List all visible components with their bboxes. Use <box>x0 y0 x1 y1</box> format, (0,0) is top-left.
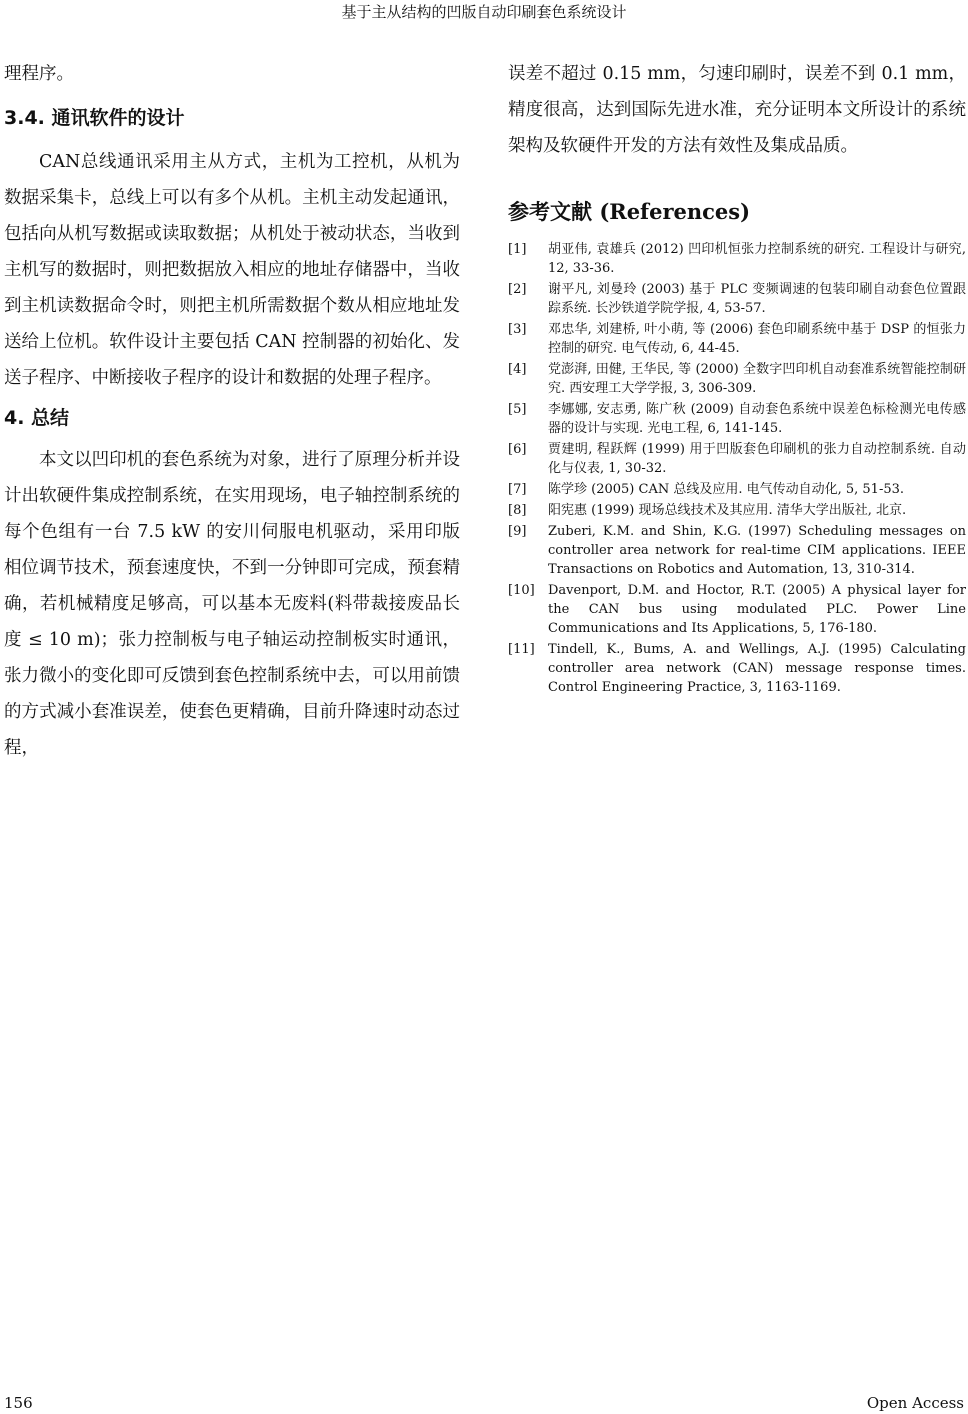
reference-item <box>508 581 966 638</box>
running-title: 基于主从结构的凹版自动印刷套色系统设计 <box>341 3 627 21</box>
right-column <box>508 56 966 699</box>
reference-item <box>508 480 966 499</box>
left-column <box>4 56 460 766</box>
reference-number: [3] <box>508 322 527 337</box>
section-4-heading: 4. 总结 <box>4 407 70 429</box>
reference-item <box>508 522 966 579</box>
reference-number: [7] <box>508 482 527 497</box>
reference-text: Davenport, D.M. and Hoctor, R.T. (2005) A physical layer for the CAN bus using modulated PLC. Power Line Communications and Its Applications, 5, 176-180. <box>548 583 966 636</box>
reference-number: [2] <box>508 282 527 297</box>
references-heading-cn: 参考文献 <box>508 200 592 224</box>
reference-number: [6] <box>508 442 527 457</box>
reference-number: [8] <box>508 503 527 518</box>
reference-number: [1] <box>508 242 527 257</box>
reference-item <box>508 320 966 358</box>
reference-number: [11] <box>508 642 535 657</box>
reference-text: 贾建明, 程跃辉 (1999) 用于凹版套色印刷机的张力自动控制系统. 自动化与仪表, 1, 30-32. <box>548 442 966 476</box>
continued-paragraph: 误差不超过 0.15 mm，匀速印刷时，误差不到 0.1 mm，精度很高，达到国际先进水准，充分证明本文所设计的系统架构及软硬件开发的方法有效性及集成品质。 <box>508 64 966 156</box>
reference-number: [4] <box>508 362 527 377</box>
journal-tag: Open Access <box>866 1394 964 1412</box>
section-4-paragraph: 本文以凹印机的套色系统为对象，进行了原理分析并设计出软硬件集成控制系统，在实用现场，电子轴控制系统的每个色组有一台 7.5 kW 的安川伺服电机驱动，采用印版相位调节技术，预套速度快，不到一分钟即可完成，预套精确，若机械精度足够高，可以基本无废料(料带裁接废品长度 ≤ 10 m)；张力控制板与电子轴运动控制板实时通讯，张力微小的变化即可反馈到套色控制系统中去，可以用前馈的方式减小套准误差，使套色更精确，目前升降速时动态过程， <box>4 450 460 758</box>
reference-item <box>508 360 966 398</box>
section-3-4-paragraph: CAN总线通讯采用主从方式，主机为工控机，从机为数据采集卡，总线上可以有多个从机。主机主动发起通讯，包括向从机写数据或读取数据；从机处于被动状态，当收到主机写的数据时，则把数据放入相应的地址存储器中，当收到主机读数据命令时，则把主机所需数据个数从相应地址发送给上位机。软件设计主要包括 CAN 控制器的初始化、发送子程序、中断接收子程序的设计和数据的处理子程序。 <box>4 152 460 388</box>
reference-list <box>508 240 966 697</box>
reference-item <box>508 640 966 697</box>
reference-text: 党澎湃, 田健, 王华民, 等 (2000) 全数字凹印机自动套准系统智能控制研究. 西安理工大学学报, 3, 306-309. <box>548 362 966 396</box>
reference-text: 胡亚伟, 袁雄兵 (2012) 凹印机恒张力控制系统的研究. 工程设计与研究, 12, 33-36. <box>548 242 966 276</box>
reference-item <box>508 400 966 438</box>
page-number: 156 <box>4 1394 33 1412</box>
reference-text: 邓忠华, 刘建桥, 叶小萌, 等 (2006) 套色印刷系统中基于 DSP 的恒张力控制的研究. 电气传动, 6, 44-45. <box>548 322 966 356</box>
reference-text: 李娜娜, 安志勇, 陈广秋 (2009) 自动套色系统中误差色标检测光电传感器的设计与实现. 光电工程, 6, 141-145. <box>548 402 966 436</box>
reference-text: 陈学珍 (2005) CAN 总线及应用. 电气传动自动化, 5, 51-53. <box>548 482 905 497</box>
reference-item <box>508 240 966 278</box>
reference-text: Tindell, K., Bums, A. and Wellings, A.J. (1995) Calculating controller area network (CAN) message response times. Control Engineering Practice, 3, 1163-1169. <box>548 642 966 695</box>
reference-item <box>508 501 966 520</box>
reference-number: [10] <box>508 583 535 598</box>
reference-number: [9] <box>508 524 527 539</box>
continued-text: 理程序。 <box>4 64 74 84</box>
section-3-4-heading: 3.4. 通讯软件的设计 <box>4 107 185 129</box>
reference-text: 谢平凡, 刘曼玲 (2003) 基于 PLC 变频调速的包装印刷自动套色位置跟踪系统. 长沙铁道学院学报, 4, 53-57. <box>548 282 966 316</box>
reference-text: Zuberi, K.M. and Shin, K.G. (1997) Scheduling messages on controller area network for real-time CIM applications. IEEE Transactions on Robotics and Automation, 13, 310-314. <box>548 524 966 577</box>
reference-number: [5] <box>508 402 527 417</box>
reference-item <box>508 440 966 478</box>
reference-item <box>508 280 966 318</box>
reference-text: 阳宪惠 (1999) 现场总线技术及其应用. 清华大学出版社, 北京. <box>548 503 907 518</box>
references-heading-en: (References) <box>599 199 751 224</box>
references-heading <box>508 198 966 226</box>
